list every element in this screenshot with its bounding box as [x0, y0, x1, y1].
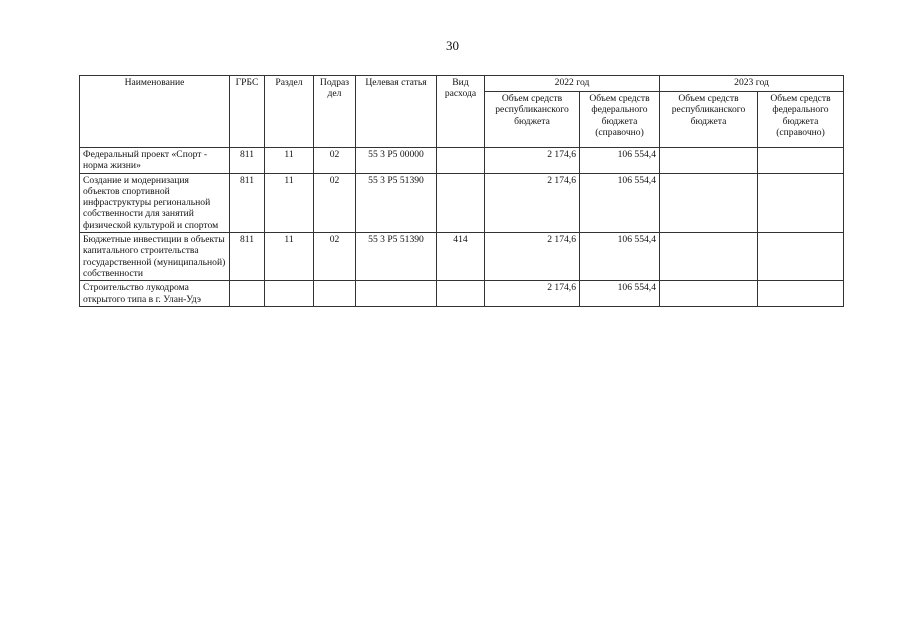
row-expense-type: [437, 173, 485, 232]
header-expense-type: Вид расхода: [437, 76, 485, 148]
row-expense-type: [437, 148, 485, 174]
row-section: [265, 281, 314, 307]
header-republic-budget-2022: Объем средств республиканского бюджета: [485, 92, 580, 148]
header-section: Раздел: [265, 76, 314, 148]
row-republic-2023: [660, 281, 758, 307]
header-target-article: Целевая статья: [356, 76, 437, 148]
row-republic-2022: 2 174,6: [485, 173, 580, 232]
header-grbs: ГРБС: [230, 76, 265, 148]
page-number: 30: [446, 38, 459, 53]
row-republic-2023: [660, 173, 758, 232]
row-section: 11: [265, 173, 314, 232]
row-federal-2023: [758, 233, 844, 281]
row-expense-type: [437, 281, 485, 307]
table-row: [80, 233, 844, 281]
row-subsection: 02: [314, 173, 356, 232]
row-grbs: 811: [230, 148, 265, 174]
row-name: Строительство лукодрома открытого типа в г. Улан-Удэ: [80, 281, 230, 307]
row-federal-2023: [758, 148, 844, 174]
row-republic-2022: 2 174,6: [485, 148, 580, 174]
row-target-article: 55 3 Р5 51390: [356, 173, 437, 232]
budget-table: [79, 75, 844, 307]
row-federal-2023: [758, 281, 844, 307]
row-federal-2022: 106 554,4: [580, 281, 660, 307]
row-republic-2023: [660, 233, 758, 281]
row-republic-2022: 2 174,6: [485, 281, 580, 307]
header-republic-budget-2023: Объем средств республиканского бюджета: [660, 92, 758, 148]
table-row: [80, 173, 844, 232]
row-federal-2022: 106 554,4: [580, 173, 660, 232]
header-year-2023: 2023 год: [660, 76, 844, 92]
row-grbs: 811: [230, 173, 265, 232]
row-target-article: 55 3 Р5 51390: [356, 233, 437, 281]
header-federal-budget-2023: Объем средств федерального бюджета (справочно): [758, 92, 844, 148]
row-section: 11: [265, 148, 314, 174]
table-header-row: [80, 76, 844, 92]
row-name: Бюджетные инвестиции в объекты капитального строительства государственной (муниципальной) собственности: [80, 233, 230, 281]
row-name: Создание и модернизация объектов спортивной инфраструктуры региональной собственности для занятий физической культурой и спортом: [80, 173, 230, 232]
table-row: [80, 148, 844, 174]
row-grbs: [230, 281, 265, 307]
row-expense-type: 414: [437, 233, 485, 281]
header-subsection: Подраз дел: [314, 76, 356, 148]
row-federal-2022: 106 554,4: [580, 233, 660, 281]
row-republic-2022: 2 174,6: [485, 233, 580, 281]
row-subsection: 02: [314, 233, 356, 281]
row-grbs: 811: [230, 233, 265, 281]
row-target-article: [356, 281, 437, 307]
header-federal-budget-2022: Объем средств федерального бюджета (справочно): [580, 92, 660, 148]
header-name: Наименование: [80, 76, 230, 148]
row-subsection: [314, 281, 356, 307]
header-year-2022: 2022 год: [485, 76, 660, 92]
row-name: Федеральный проект «Спорт - норма жизни»: [80, 148, 230, 174]
row-federal-2023: [758, 173, 844, 232]
row-federal-2022: 106 554,4: [580, 148, 660, 174]
row-subsection: 02: [314, 148, 356, 174]
table-row: [80, 281, 844, 307]
row-target-article: 55 3 Р5 00000: [356, 148, 437, 174]
row-republic-2023: [660, 148, 758, 174]
row-section: 11: [265, 233, 314, 281]
